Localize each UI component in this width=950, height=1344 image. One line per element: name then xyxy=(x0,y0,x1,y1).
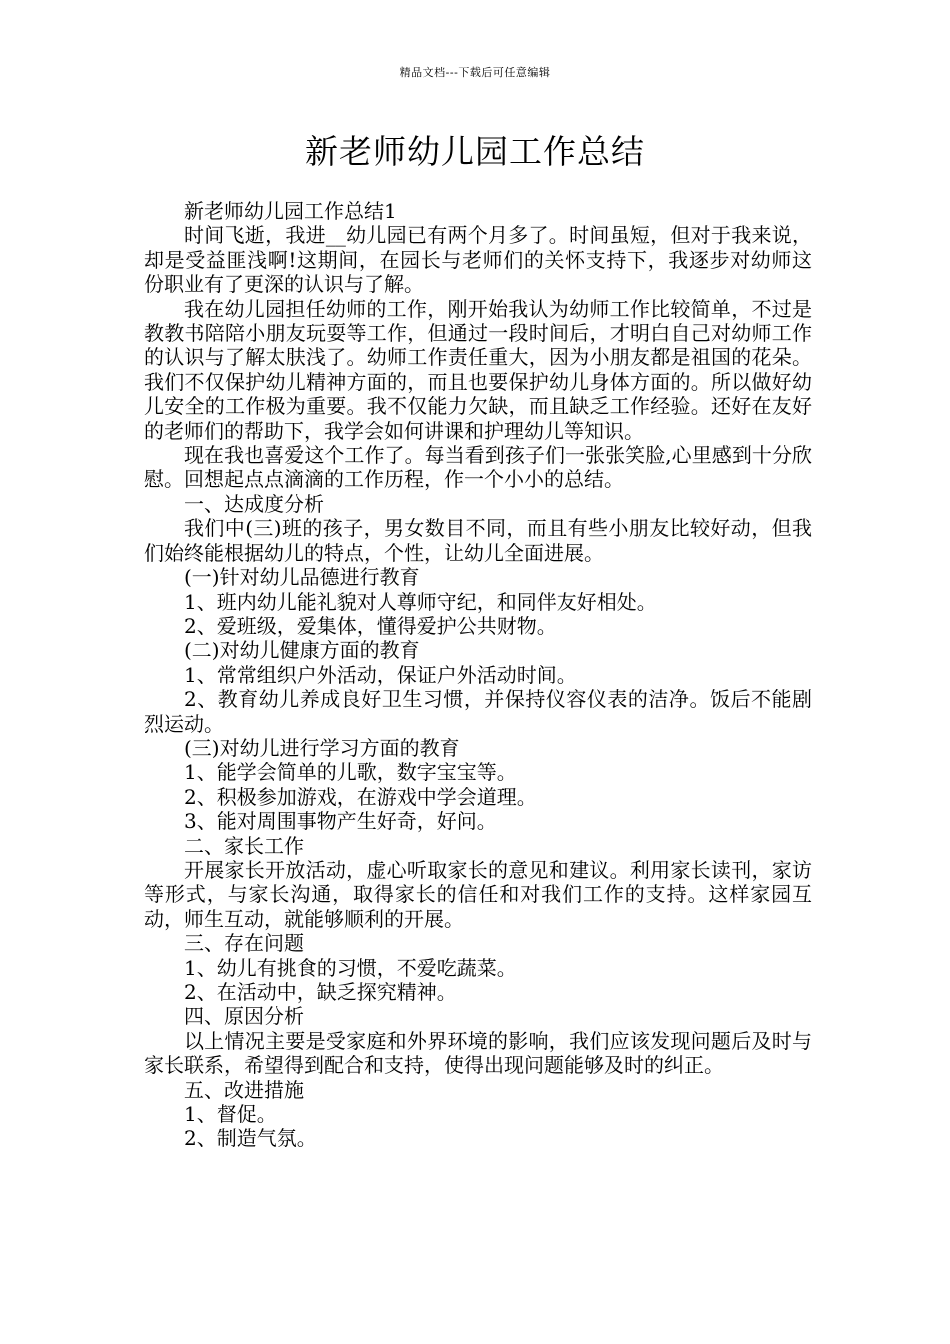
list-item: 3、能对周围事物产生好奇，好问。 xyxy=(184,809,497,834)
subsection-heading: (二)对幼儿健康方面的教育 xyxy=(184,638,420,663)
list-item: 1、督促。 xyxy=(184,1102,277,1127)
section-heading: 二、家长工作 xyxy=(184,833,304,858)
section-heading: 一、达成度分析 xyxy=(184,491,324,516)
document-body xyxy=(144,199,812,1151)
list-item: 1、能学会简单的儿歌，数字宝宝等。 xyxy=(184,760,517,785)
section-heading: 四、原因分析 xyxy=(184,1004,304,1029)
section-heading: 三、存在问题 xyxy=(184,931,304,956)
paragraph: 新老师幼儿园工作总结1 xyxy=(184,199,397,223)
list-item: 2、制造气氛。 xyxy=(184,1126,317,1151)
list-item: 2、教育幼儿养成良好卫生习惯，并保持仪容仪表的洁净。饭后不能剧烈运动。 xyxy=(144,687,812,736)
section-heading: 五、改进措施 xyxy=(184,1077,304,1102)
list-item: 2、积极参加游戏，在游戏中学会道理。 xyxy=(184,784,537,809)
paragraph: 时间飞逝，我进__幼儿园已有两个月多了。时间虽短，但对于我来说，却是受益匪浅啊!这期间，在园长与老师们的关怀支持下，我逐步对幼师这份职业有了更深的认识与了解。 xyxy=(144,223,812,297)
list-item: 1、幼儿有挑食的习惯，不爱吃蔬菜。 xyxy=(184,955,517,980)
list-item: 1、班内幼儿能礼貌对人尊师守纪，和同伴友好相处。 xyxy=(184,589,657,614)
header-note: 精品文档---下载后可任意编辑 xyxy=(399,66,551,79)
subsection-heading: (三)对幼儿进行学习方面的教育 xyxy=(184,735,460,760)
paragraph: 现在我也喜爱这个工作了。每当看到孩子们一张张笑脸,心里感到十分欣慰。回想起点点滴滴的工作历程，作一个小小的总结。 xyxy=(144,443,812,492)
paragraph: 开展家长开放活动，虚心听取家长的意见和建议。利用家长读刊，家访等形式，与家长沟通，取得家长的信任和对我们工作的支持。这样家园互动，师生互动，就能够顺利的开展。 xyxy=(144,857,812,931)
list-item: 2、爱班级，爱集体，懂得爱护公共财物。 xyxy=(184,613,557,638)
paragraph: 我们中(三)班的孩子，男女数目不同，而且有些小朋友比较好动，但我们始终能根据幼儿的特点，个性，让幼儿全面进展。 xyxy=(144,516,812,565)
paragraph: 以上情况主要是受家庭和外界环境的影响，我们应该发现问题后及时与家长联系，希望得到配合和支持，使得出现问题能够及时的纠正。 xyxy=(144,1028,812,1078)
list-item: 2、在活动中，缺乏探究精神。 xyxy=(184,980,457,1004)
paragraph: 我在幼儿园担任幼师的工作，刚开始我认为幼师工作比较简单，不过是教教书陪陪小朋友玩耍等工作，但通过一段时间后，才明白自己对幼师工作的认识与了解太肤浅了。幼师工作责任重大，因为小朋友都是祖国的花朵。我们不仅保护幼儿精神方面的，而且也要保护幼儿身体方面的。所以做好幼儿安全的工作极为重要。我不仅能力欠缺，而且缺乏工作经验。还好在友好的老师们的帮助下，我学会如何讲课和护理幼儿等知识。 xyxy=(144,296,812,443)
list-item: 1、常常组织户外活动，保证户外活动时间。 xyxy=(184,662,577,687)
subsection-heading: (一)针对幼儿品德进行教育 xyxy=(184,565,420,590)
document-title: 新老师幼儿园工作总结 xyxy=(305,132,645,171)
